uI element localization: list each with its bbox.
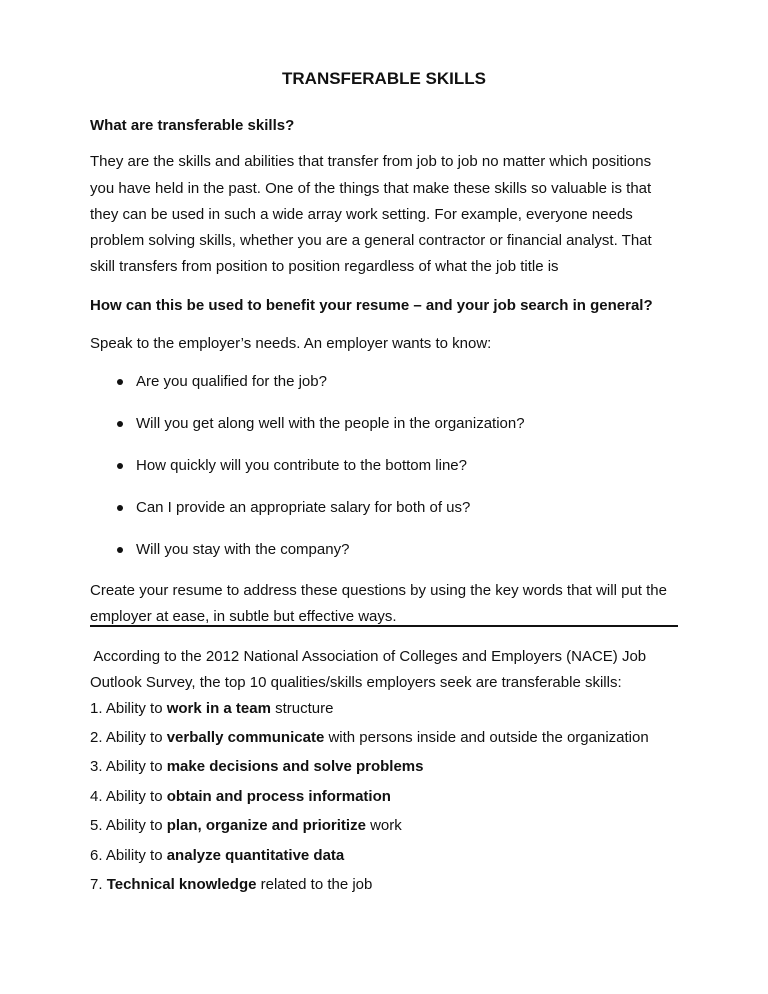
- intro-text: Speak to the employer’s needs. An employer wants to know:: [90, 335, 492, 352]
- paragraph-line: skill transfers from position to position regardless of what the job title is: [90, 258, 559, 275]
- bullet-dot: [117, 421, 123, 427]
- document-title: TRANSFERABLE SKILLS: [282, 69, 486, 88]
- bullet-item: How quickly will you contribute to the bottom line?: [136, 457, 467, 474]
- section-heading-how: How can this be used to benefit your resume – and your job search in general?: [90, 297, 653, 314]
- section-heading-what: What are transferable skills?: [90, 117, 295, 134]
- skill-item: 7. Technical knowledge related to the job: [90, 876, 373, 893]
- bullet-dot: [117, 379, 123, 385]
- skill-item: 1. Ability to work in a team structure: [90, 700, 334, 717]
- bullet-item: Will you stay with the company?: [136, 541, 350, 558]
- bullet-item: Are you qualified for the job?: [136, 373, 327, 390]
- bullet-dot: [117, 463, 123, 469]
- skill-item: 4. Ability to obtain and process information: [90, 788, 391, 805]
- horizontal-rule: [90, 625, 678, 627]
- bullet-dot: [117, 547, 123, 553]
- paragraph-line: Create your resume to address these questions by using the key words that will put the: [90, 582, 667, 599]
- skill-item: 3. Ability to make decisions and solve problems: [90, 758, 424, 775]
- paragraph-line: you have held in the past. One of the things that make these skills so valuable is that: [90, 180, 652, 197]
- bullet-dot: [117, 505, 123, 511]
- skill-item: 2. Ability to verbally communicate with persons inside and outside the organization: [90, 729, 649, 746]
- paragraph-line: According to the 2012 National Association of Colleges and Employers (NACE) Job: [90, 648, 647, 665]
- paragraph-line: they can be used in such a wide array work setting. For example, everyone needs: [90, 206, 633, 223]
- bullet-item: Can I provide an appropriate salary for both of us?: [136, 499, 471, 516]
- bullet-item: Will you get along well with the people in the organization?: [136, 415, 525, 432]
- paragraph-line: Outlook Survey, the top 10 qualities/skills employers seek are transferable skills:: [90, 674, 622, 691]
- skill-item: 6. Ability to analyze quantitative data: [90, 847, 345, 864]
- paragraph-line: They are the skills and abilities that transfer from job to job no matter which positions: [90, 153, 652, 170]
- paragraph-line: employer at ease, in subtle but effective ways.: [90, 608, 397, 625]
- skill-item: 5. Ability to plan, organize and prioritize work: [90, 817, 402, 834]
- paragraph-line: problem solving skills, whether you are a general contractor or financial analyst. That: [90, 232, 652, 249]
